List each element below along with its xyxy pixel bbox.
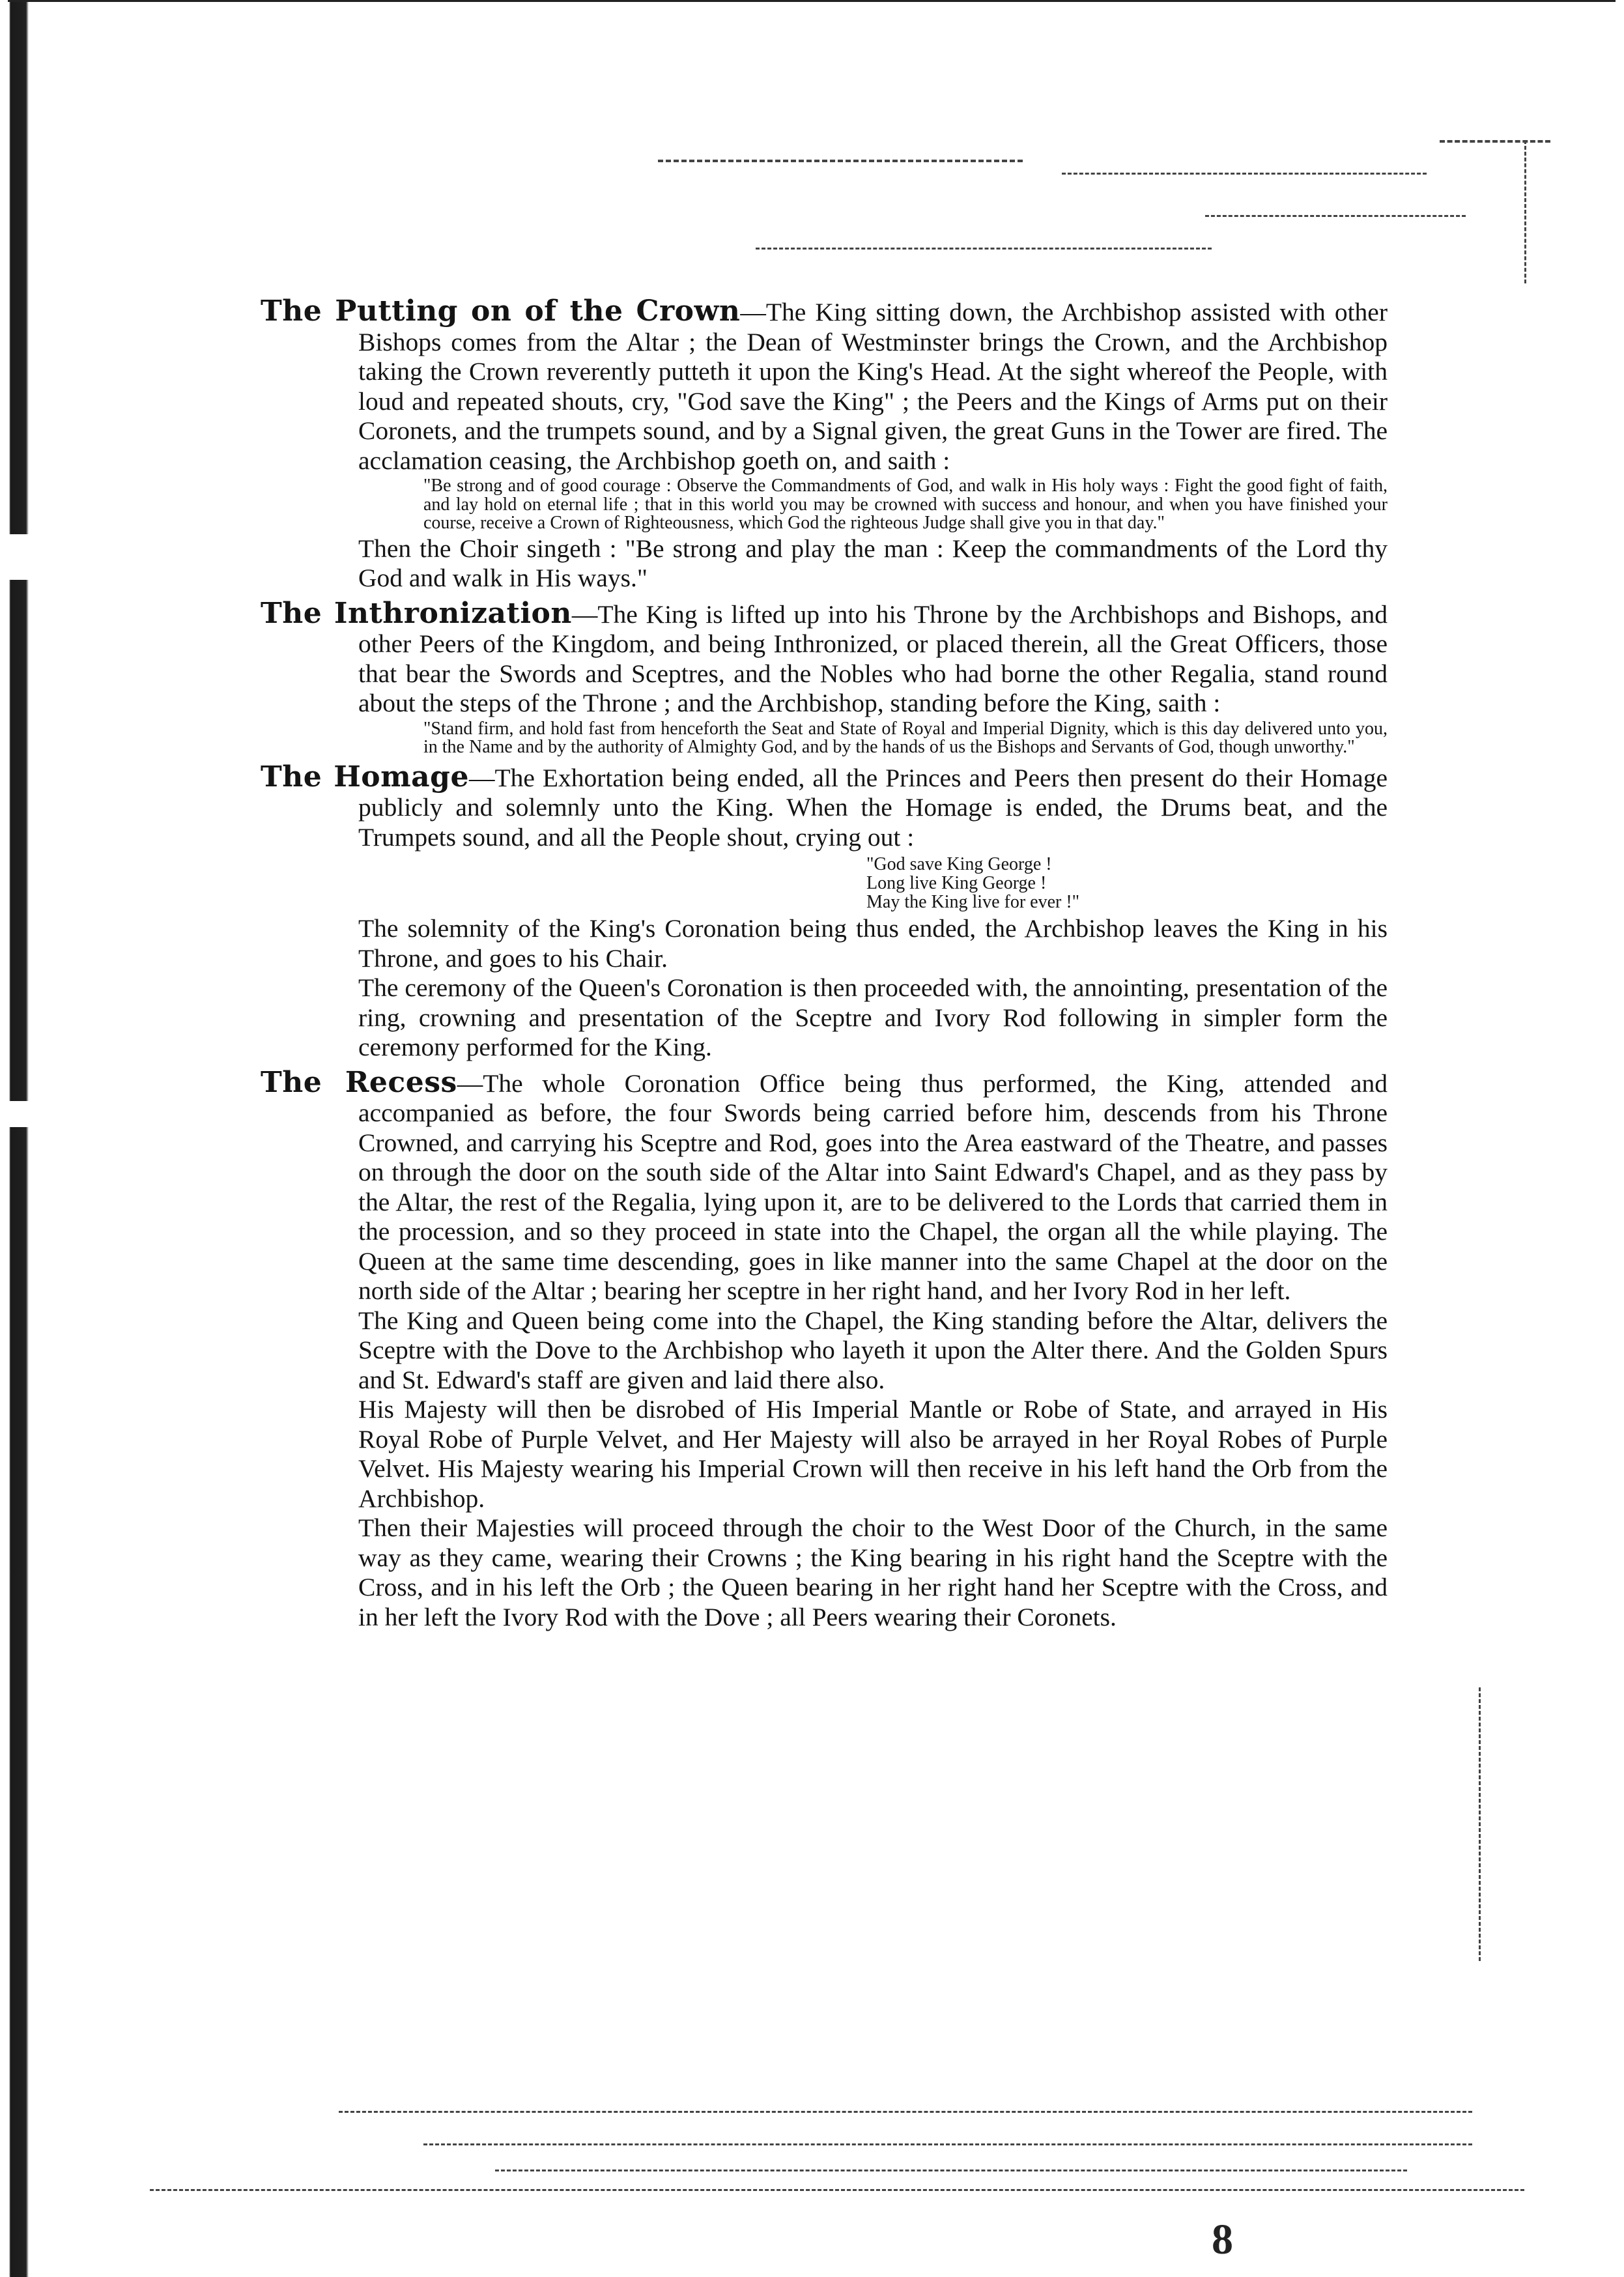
show-through-line bbox=[339, 2111, 1472, 2113]
show-through-line bbox=[1062, 173, 1427, 175]
section-heading: The Inthronization bbox=[261, 596, 572, 630]
acclamation bbox=[866, 855, 1388, 911]
show-through-line bbox=[1524, 140, 1526, 283]
top-rule bbox=[8, 0, 1616, 2]
section-text: —The Exhortation being ended, all the Princes and Peers then present do their Homage publicly and solemnly unto the King. When the Homage is ended, the Drums beat, and the Trumpets sound, and all the People shout, crying out : bbox=[358, 763, 1388, 852]
show-through-line bbox=[658, 160, 1023, 162]
binding-edge bbox=[0, 0, 40, 2277]
acclamation-line: "God save King George ! bbox=[866, 854, 1052, 874]
paragraph: Then their Majesties will proceed through the choir to the West Door of the Church, in the same way as they came, wearing their Crowns ; the King bearing in his right hand the Sceptre with the Cross, and in his left the Orb ; the Queen bearing in her right hand her Sceptre with the Cross, and in her left the Ivory Rod with the Dove ; all Peers wearing their Coronets. bbox=[358, 1513, 1388, 1631]
section-recess bbox=[261, 1065, 1388, 1306]
paragraph: The King and Queen being come into the Chapel, the King standing before the Altar, delivers the Sceptre with the Dove to the Archbishop who layeth it upon the Alter there. And the Golden Spurs and St. Edward's staff are given and laid there also. bbox=[358, 1306, 1388, 1394]
show-through-line bbox=[495, 2170, 1407, 2171]
acclamation-line: Long live King George ! bbox=[866, 873, 1047, 893]
show-through-line bbox=[1205, 215, 1466, 217]
show-through-line bbox=[150, 2189, 1524, 2191]
document-body bbox=[261, 296, 1388, 1632]
block-quote: "Stand firm, and hold fast from henceforth the Seat and State of Royal and Imperial Dignity, which is this day delivered unto you, in the Name and by the authority of Almighty God, and by the hands of us the Bishops and Servants of God, though unworthy." bbox=[423, 718, 1388, 757]
paragraph: The ceremony of the Queen's Coronation is then proceeded with, the annointing, presentation of the ring, crowning and presentation of the Sceptre and Ivory Rod following in simpler form the ceremony performed for the King. bbox=[358, 973, 1388, 1061]
section-heading: The Recess bbox=[261, 1065, 457, 1099]
binding-gap bbox=[9, 534, 30, 580]
section-text: —The whole Coronation Office being thus performed, the King, attended and accompanied as before, the four Swords being carried before him, descends from his Throne Crowned, and carrying his Sceptre and Rod, goes into the Area eastward of the Theatre, and passes on through the door on the south side of the Altar into Saint Edward's Chapel, and as they pass by the Altar, the rest of the Regalia, lying upon it, are to be delivered to the Lords that carried them in the procession, and so they proceed in state into the Chapel, the organ all the while playing. The Queen at the same time descending, goes in like manner into the same Chapel at the door on the north side of the Altar ; bearing her sceptre in her right hand, and her Ivory Rod in her left. bbox=[358, 1068, 1388, 1305]
section-inthronization bbox=[261, 596, 1388, 719]
paragraph: The solemnity of the King's Coronation being thus ended, the Archbishop leaves the King in his Throne, and goes to his Chair. bbox=[358, 914, 1388, 973]
acclamation-line: May the King live for ever !" bbox=[866, 892, 1080, 912]
section-crowning bbox=[261, 296, 1388, 476]
binding-gap bbox=[9, 1101, 30, 1127]
block-quote: "Be strong and of good courage : Observe the Commandments of God, and walk in His holy ways : Fight the good fight of faith, and lay hold on eternal life ; that in this world you may be crowned with success and honour, and when you have finished your course, receive a Crown of Righteousness, which God the righteous Judge shall give you in that day." bbox=[423, 476, 1388, 533]
section-text: —The King is lifted up into his Throne by the Archbishops and Bishops, and other Peers of the Kingdom, and being Inthronized, or placed therein, all the Great Officers, those that bear the Swords and Sceptres, and the Nobles who had borne the other Regalia, stand round about the steps of the Throne ; and the Archbishop, standing before the King, saith : bbox=[358, 599, 1388, 717]
section-text: —The King sitting down, the Archbishop assisted with other Bishops comes from the Altar ; the Dean of Westminster brings the Crown, and the Archbishop taking the Crown reverently putteth it upon the King's Head. At the sight whereof the People, with loud and repeated shouts, cry, "God save the King" ; the Peers and the Kings of Arms put on their Coronets, and the trumpets sound, and by a Signal given, the great Guns in the Tower are fired. The acclamation ceasing, the Archbishop goeth on, and saith : bbox=[358, 298, 1388, 475]
page-number: 8 bbox=[1212, 2216, 1238, 2263]
show-through-line bbox=[1440, 140, 1550, 143]
paragraph: His Majesty will then be disrobed of His Imperial Mantle or Robe of State, and arrayed in His Royal Robe of Purple Velvet, and Her Majesty will also be arrayed in her Royal Robes of Purple Velvet. His Majesty wearing his Imperial Crown will then receive in his left hand the Orb from the Archbishop. bbox=[358, 1395, 1388, 1513]
section-heading: The Homage bbox=[261, 760, 469, 794]
show-through-line bbox=[1479, 1687, 1481, 1961]
paragraph: Then the Choir singeth : "Be strong and play the man : Keep the commandments of the Lord thy God and walk in His ways." bbox=[358, 534, 1388, 592]
section-homage bbox=[261, 762, 1388, 853]
show-through-line bbox=[756, 248, 1212, 250]
section-heading: The Putting on of the Crown bbox=[261, 294, 741, 328]
show-through-line bbox=[423, 2143, 1472, 2145]
